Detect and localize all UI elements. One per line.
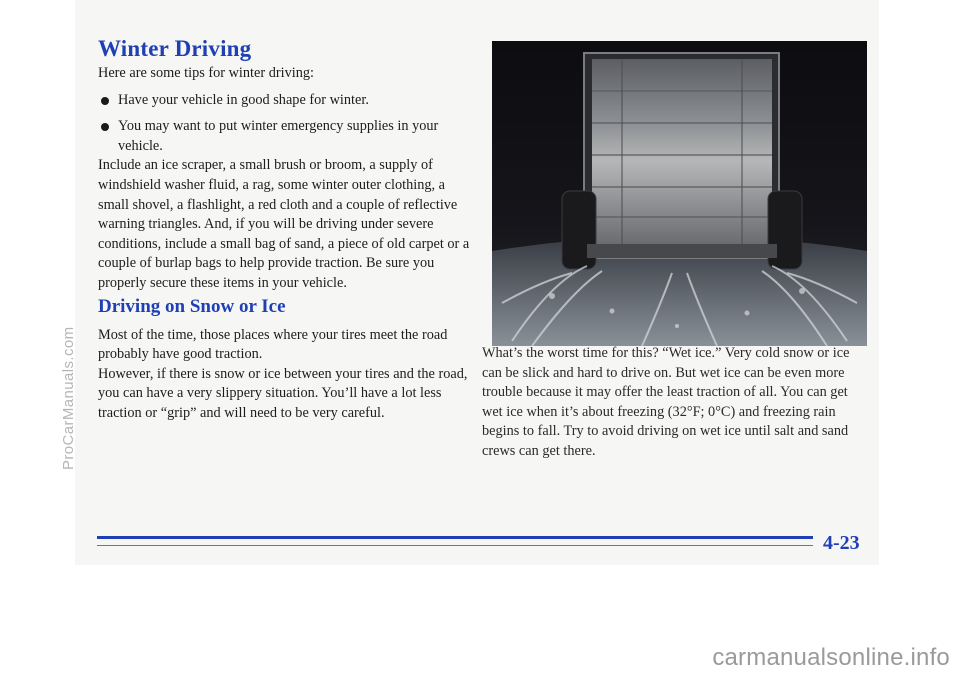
list-item-text: Have your vehicle in good shape for winter. (118, 91, 369, 108)
list-item (98, 117, 470, 156)
photo-caption (482, 344, 867, 462)
intro-text: Here are some tips for winter driving: (98, 65, 314, 81)
vehicle-on-ice-photo (492, 41, 867, 346)
footer-watermark: carmanualsonline.info (712, 644, 950, 671)
left-column (98, 34, 470, 424)
section-paragraph: Most of the time, those places where your tires meet the road probably have good traction. (98, 326, 448, 363)
list-item (98, 91, 470, 111)
caption-text: What’s the worst time for this? “Wet ice.” Very cold snow or ice can be slick and hard to drive on. But wet ice can be even more trouble because it may offer the least traction of all. You can get wet ice when it’s about freezing (32°F; 0°C) and freezing rain begins to fall. Try to avoid driving on wet ice until salt and sand crews can get there. (482, 345, 850, 459)
page-number: 4-23 (823, 532, 860, 554)
footer-rule (97, 536, 813, 539)
bullet-icon (101, 97, 109, 105)
side-watermark: ProCarManuals.com (60, 326, 77, 470)
bullet-icon (101, 123, 109, 131)
page-title: Winter Driving (98, 36, 252, 61)
section-paragraph: However, if there is snow or ice between your tires and the road, you can have a very slippery situation. You’ll have a lot less traction or “grip” and will need to be very careful. (98, 365, 468, 421)
footer-rule-thin (97, 545, 813, 546)
list-item-text: You may want to put winter emergency supplies in your vehicle. (118, 118, 439, 154)
supplies-paragraph: Include an ice scraper, a small brush or broom, a supply of windshield washer fluid, a rag, some winter outer clothing, a small shovel, a flashlight, a red cloth and a couple of reflective warning triangles. And, if you will be driving under severe conditions, include a small bag of sand, a piece of old carpet or a couple of burlap bags to help provide traction. Be sure you properly secure these items in your vehicle. (98, 157, 470, 291)
section-heading: Driving on Snow or Ice (98, 295, 286, 317)
tips-list (98, 91, 470, 157)
